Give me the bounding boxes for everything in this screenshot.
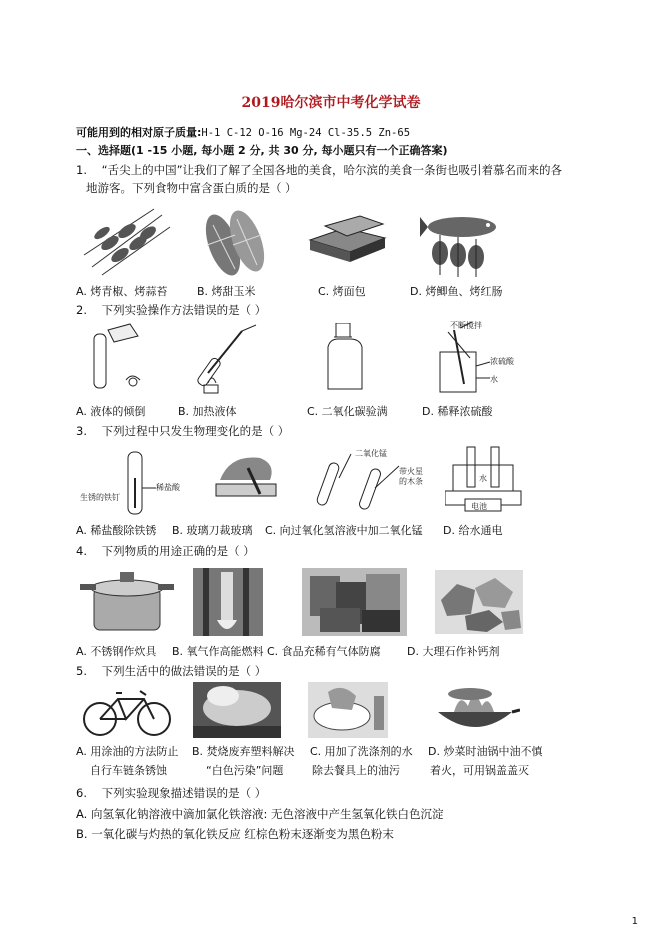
question-text: 下列过程中只发生物理变化的是（ ） (101, 424, 290, 438)
q5-option-c-line2: 除去餐具上的油污 (312, 764, 400, 777)
section-heading: 一、选择题(1 -15 小题, 每小题 2 分, 共 30 分, 每小题只有一个正确答案) (76, 144, 448, 157)
rusty-nail-acid-image (80, 448, 190, 518)
marble-rocks-image (435, 570, 523, 634)
question-1-stem (76, 162, 562, 178)
water-label: 水 (479, 474, 487, 483)
mno2-label: 二氧化锰 (355, 449, 387, 458)
question-text: 下列实验操作方法错误的是（ ） (101, 303, 267, 317)
q5-option-a-line2: 自行车链条锈蚀 (90, 764, 167, 777)
question-text: 下列实验现象描述错误的是（ ） (101, 786, 267, 800)
q2-option-b[interactable]: B. 加热液体 (178, 405, 237, 418)
acid-label: 浓硫酸 (490, 357, 514, 366)
q3-option-c[interactable]: C. 向过氧化氢溶液中加二氧化锰 (265, 524, 423, 537)
question-1-stem-line2: 地游客。下列食物中富含蛋白质的是（ ） (86, 181, 297, 195)
atomic-mass-values: H-1 C-12 O-16 Mg-24 Cl-35.5 Zn-65 (201, 127, 411, 139)
atomic-mass-label: 可能用到的相对原子质量: (76, 126, 202, 139)
splint-label-1: 带火星 (399, 467, 423, 476)
question-text: 下列物质的用途正确的是（ ） (101, 544, 255, 558)
question-number: 1. (76, 163, 87, 177)
burning-plastic-image (193, 682, 281, 738)
q1-option-b[interactable]: B. 烤甜玉米 (197, 285, 256, 298)
q5-option-d-line2: 着火，可用锅盖盖灭 (430, 764, 529, 777)
washing-dishes-image (308, 682, 388, 738)
q5-option-c[interactable] (310, 743, 413, 778)
q5-option-d-line1: D. 炒菜时油锅中油不慎 (428, 745, 543, 758)
question-number: 5. (76, 664, 87, 678)
page-number: 1 (631, 916, 638, 927)
q5-option-b-line2: “白色污染”问题 (206, 764, 284, 777)
q3-option-d[interactable]: D. 给水通电 (443, 524, 503, 537)
hcl-label: 稀盐酸 (156, 483, 180, 492)
q5-option-d[interactable] (428, 743, 542, 778)
water-electrolysis-image (445, 443, 525, 513)
battery-label: 电池 (471, 502, 487, 511)
q1-option-a[interactable]: A. 烤青椒、烤蒜苔 (76, 285, 168, 298)
q5-option-b-line1: B. 焚烧废弃塑料解决 (192, 745, 295, 758)
question-6-stem (76, 785, 266, 801)
q1-option-c[interactable]: C. 烤面包 (318, 285, 366, 298)
question-number: 2. (76, 303, 87, 317)
q1-option-d[interactable]: D. 烤鲫鱼、烤红肠 (410, 285, 503, 298)
grilled-fish-sausage-image (420, 205, 505, 277)
q2-option-c[interactable]: C. 二氧化碳验满 (307, 405, 388, 418)
question-4-stem (76, 543, 255, 559)
question-text: 下列生活中的做法错误的是（ ） (101, 664, 267, 678)
q4-option-b[interactable]: B. 氧气作高能燃料 (172, 645, 264, 658)
heating-liquid-image (190, 323, 260, 395)
q4-option-d[interactable]: D. 大理石作补钙剂 (407, 645, 500, 658)
splint-label-2: 的木条 (399, 477, 423, 486)
nail-label: 生锈的铁钉 (80, 493, 120, 502)
q5-option-a[interactable] (76, 743, 178, 778)
q5-option-a-line1: A. 用涂油的方法防止 (76, 745, 179, 758)
liquid-pouring-image (90, 320, 150, 392)
question-3-stem (76, 423, 289, 439)
packaged-food-image (302, 568, 407, 636)
exam-title: 2019哈尔滨市中考化学试卷 (241, 95, 421, 111)
q4-option-c[interactable]: C. 食品充稀有气体防腐 (267, 645, 381, 658)
question-number: 6. (76, 786, 87, 800)
wok-fire-image (430, 682, 520, 738)
q6-option-a[interactable]: A. 向氢氧化钠溶液中滴加氯化铁溶液: 无色溶液中产生氢氧化铁白色沉淀 (76, 807, 444, 821)
grilled-vegetables-image (82, 205, 172, 277)
stir-label: 不断搅拌 (450, 321, 482, 330)
question-number: 3. (76, 424, 87, 438)
question-2-stem (76, 302, 266, 318)
q2-option-a[interactable]: A. 液体的倾倒 (76, 405, 146, 418)
q3-option-a[interactable]: A. 稀盐酸除铁锈 (76, 524, 157, 537)
water-label: 水 (490, 375, 498, 384)
rocket-launch-image (193, 568, 263, 636)
q6-option-b[interactable]: B. 一氧化碳与灼热的氧化铁反应 红棕色粉末逐渐变为黑色粉末 (76, 827, 394, 841)
q4-option-a[interactable]: A. 不锈钢作炊具 (76, 645, 157, 658)
grilled-corn-image (195, 205, 273, 277)
q2-option-d[interactable]: D. 稀释浓硫酸 (422, 405, 493, 418)
q3-option-b[interactable]: B. 玻璃刀裁玻璃 (172, 524, 253, 537)
glass-cutter-image (210, 450, 280, 510)
question-number: 4. (76, 544, 87, 558)
question-5-stem (76, 663, 266, 679)
h2o2-mno2-image (315, 448, 425, 512)
question-text: “舌尖上的中国”让我们了解了全国各地的美食，哈尔滨的美食一条街也吸引着慕名而来的各 (101, 163, 563, 177)
bicycle-image (80, 685, 175, 737)
co2-test-bottle-image (320, 323, 370, 393)
q5-option-b[interactable] (192, 743, 295, 778)
q5-option-c-line1: C. 用加了洗涤剂的水 (310, 745, 413, 758)
diluting-sulfuric-acid-image (430, 318, 530, 396)
pressure-cooker-image (80, 568, 175, 636)
grilled-bread-image (305, 210, 390, 270)
atomic-mass-line (76, 124, 410, 140)
